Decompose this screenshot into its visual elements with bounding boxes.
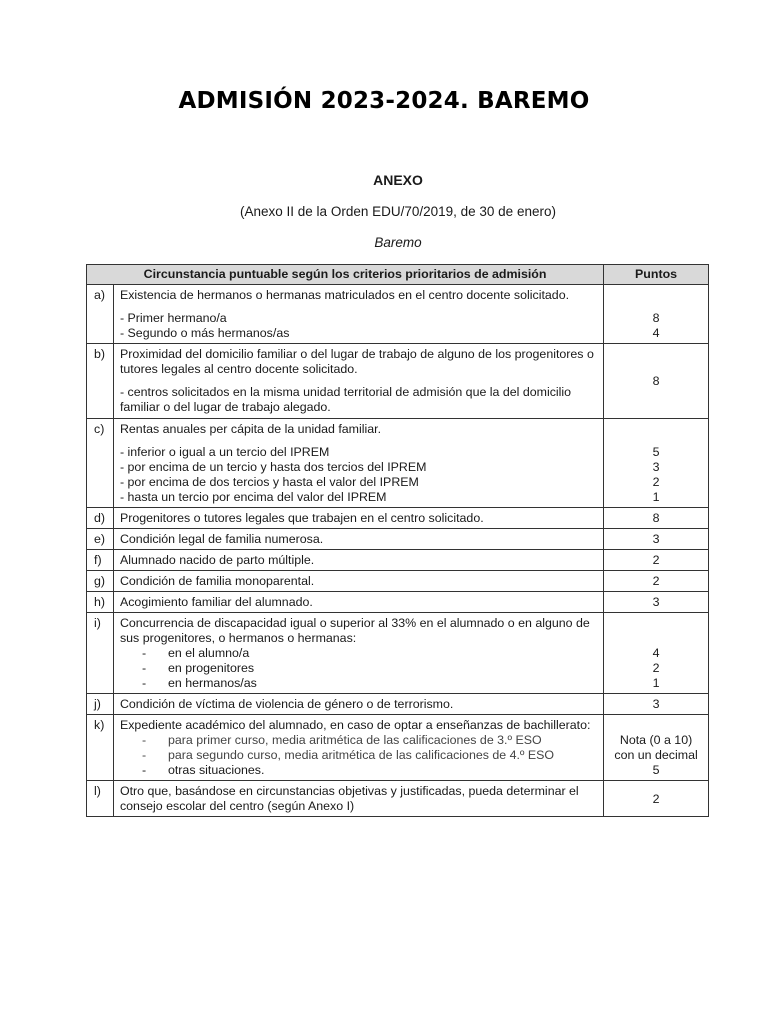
criterion-option — [120, 748, 597, 763]
criterion-option — [120, 646, 597, 661]
table-row — [87, 613, 709, 694]
criterion-text: Existencia de hermanos o hermanas matriculados en el centro docente solicitado. — [119, 288, 570, 302]
dash-marker: - — [141, 748, 147, 762]
table-row — [87, 715, 709, 781]
row-criterion — [113, 419, 603, 508]
row-letter: i) — [87, 613, 114, 694]
row-criterion: Alumnado nacido de parto múltiple. — [113, 550, 603, 571]
points-value: 4 — [652, 326, 660, 340]
criterion-option: - hasta un tercio por encima del valor del IPREM — [119, 490, 387, 504]
criterion-option — [120, 676, 597, 691]
criterion-option: - Segundo o más hermanos/as — [119, 326, 290, 340]
table-row — [87, 508, 709, 529]
annex-heading: ANEXO — [373, 172, 423, 188]
criterion-text: Expediente académico del alumnado, en caso de optar a enseñanzas de bachillerato: — [119, 718, 591, 732]
table-row — [87, 571, 709, 592]
option-text: otras situaciones. — [167, 763, 265, 777]
table-row — [87, 592, 709, 613]
row-points — [604, 715, 709, 781]
table-row — [87, 781, 709, 817]
row-letter: k) — [87, 715, 114, 781]
dash-marker: - — [141, 733, 147, 747]
points-value: 8 — [652, 311, 660, 325]
criterion-option — [120, 763, 597, 778]
criterion-option: - centros solicitados en la misma unidad territorial de admisión que la del domicilio familiar o del lugar de trabajo alegado. — [119, 385, 572, 414]
table-row — [87, 694, 709, 715]
dash-marker: - — [141, 646, 147, 660]
points-value: 8 — [652, 374, 660, 388]
row-criterion — [113, 613, 603, 694]
points-header: Puntos — [604, 265, 709, 285]
points-value: 2 — [652, 661, 660, 675]
criterion-option: - inferior o igual a un tercio del IPREM — [119, 445, 330, 459]
points-value: 1 — [652, 676, 660, 690]
criterion-text: Proximidad del domicilio familiar o del lugar de trabajo de alguno de los progenitores o tutores legales al centro docente solicitado. — [119, 347, 594, 376]
row-points: 3 — [604, 529, 709, 550]
points-value: Nota (0 a 10) — [619, 733, 693, 747]
option-text: para segundo curso, media aritmética de las calificaciones de 4.º ESO — [167, 748, 555, 762]
annex-reference: (Anexo II de la Orden EDU/70/2019, de 30 de enero) — [240, 204, 556, 219]
row-criterion: Condición legal de familia numerosa. — [113, 529, 603, 550]
dash-marker: - — [141, 763, 147, 777]
row-letter: l) — [87, 781, 114, 817]
row-letter: h) — [87, 592, 114, 613]
row-letter: g) — [87, 571, 114, 592]
dash-marker: - — [141, 661, 147, 675]
table-row — [87, 550, 709, 571]
row-points — [604, 285, 709, 344]
criterion-option — [120, 661, 597, 676]
points-value: 1 — [652, 490, 660, 504]
criterion-option — [120, 733, 597, 748]
option-text: en hermanos/as — [167, 676, 257, 690]
points-value: 3 — [652, 460, 660, 474]
baremo-table — [86, 264, 709, 817]
row-points — [604, 613, 709, 694]
dash-marker: - — [141, 676, 147, 690]
baremo-label: Baremo — [374, 235, 422, 250]
row-letter: j) — [87, 694, 114, 715]
row-criterion — [113, 715, 603, 781]
row-points: 2 — [604, 550, 709, 571]
row-criterion: Condición de víctima de violencia de género o de terrorismo. — [113, 694, 603, 715]
row-points — [604, 419, 709, 508]
criterion-option: - por encima de dos tercios y hasta el valor del IPREM — [119, 475, 419, 489]
points-value: 2 — [652, 475, 660, 489]
table-row — [87, 419, 709, 508]
points-value: con un decimal — [614, 748, 698, 762]
row-letter: f) — [87, 550, 114, 571]
row-criterion — [113, 285, 603, 344]
row-points: 3 — [604, 592, 709, 613]
points-value: 5 — [652, 763, 660, 777]
criterion-option: - Primer hermano/a — [119, 311, 227, 325]
row-points — [604, 344, 709, 419]
table-header-row — [87, 265, 709, 285]
row-criterion: Acogimiento familiar del alumnado. — [113, 592, 603, 613]
row-criterion: Otro que, basándose en circunstancias objetivas y justificadas, pueda determinar el consejo escolar del centro (según Anexo I) — [113, 781, 603, 817]
row-letter: a) — [87, 285, 114, 344]
option-text: en el alumno/a — [167, 646, 250, 660]
row-criterion: Condición de familia monoparental. — [113, 571, 603, 592]
table-row — [87, 529, 709, 550]
points-value: 4 — [652, 646, 660, 660]
table-row — [87, 285, 709, 344]
criterion-text: Rentas anuales per cápita de la unidad familiar. — [119, 422, 382, 436]
criterion-option: - por encima de un tercio y hasta dos tercios del IPREM — [119, 460, 427, 474]
criteria-header: Circunstancia puntuable según los criterios prioritarios de admisión — [87, 265, 604, 285]
page-title: ADMISIÓN 2023-2024. BAREMO — [178, 88, 590, 114]
row-criterion — [113, 344, 603, 419]
row-letter: d) — [87, 508, 114, 529]
row-letter: b) — [87, 344, 114, 419]
criterion-text: Concurrencia de discapacidad igual o superior al 33% en el alumnado o en alguno de sus progenitores, o hermanos o hermanas: — [119, 616, 590, 645]
row-points: 8 — [604, 508, 709, 529]
row-letter: e) — [87, 529, 114, 550]
option-text: en progenitores — [167, 661, 255, 675]
row-points: 2 — [604, 571, 709, 592]
row-criterion: Progenitores o tutores legales que trabajen en el centro solicitado. — [113, 508, 603, 529]
row-points: 2 — [604, 781, 709, 817]
row-letter: c) — [87, 419, 114, 508]
table-row — [87, 344, 709, 419]
points-value: 5 — [652, 445, 660, 459]
row-points: 3 — [604, 694, 709, 715]
option-text: para primer curso, media aritmética de las calificaciones de 3.º ESO — [167, 733, 542, 747]
